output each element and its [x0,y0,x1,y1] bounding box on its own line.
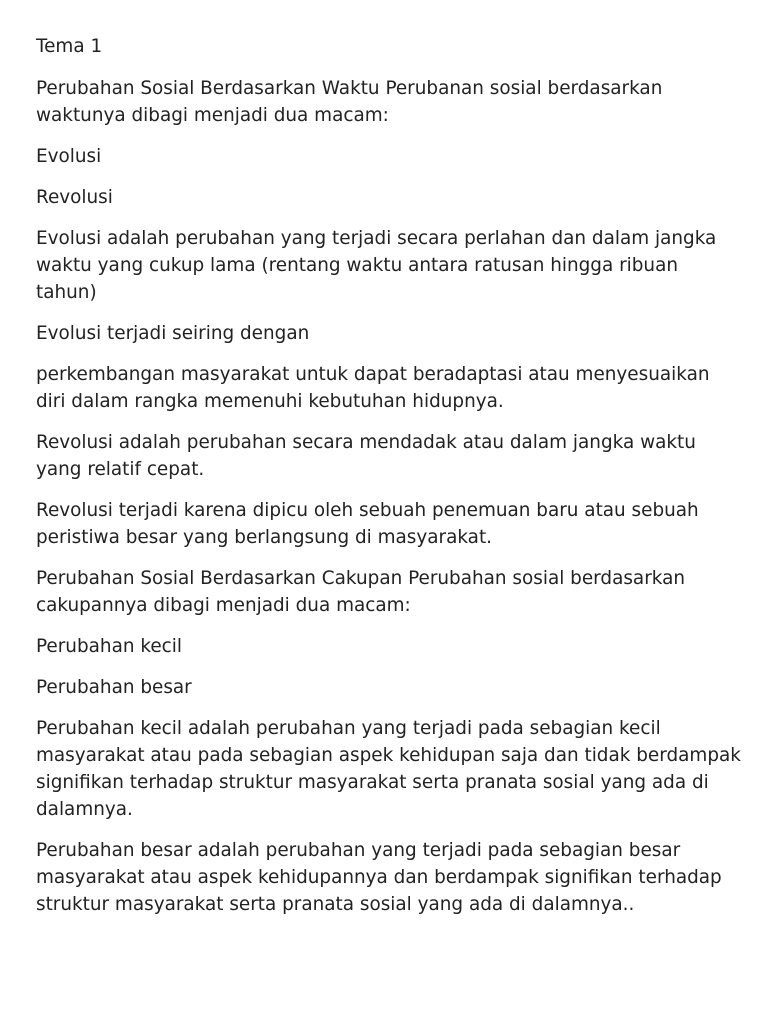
list-item-perubahan-besar: Perubahan besar [36,677,192,698]
list-item-perubahan-kecil: Perubahan kecil [36,636,182,657]
paragraph-evolusi-definition: Evolusi adalah perubahan yang terjadi secara perlahan dan dalam jangka waktu yang cukup lama (rentang waktu antara ratusan hingga ribuan tahun) [36,228,717,303]
paragraph-time-based-change: Perubahan Sosial Berdasarkan Waktu Perubanan sosial berdasarkan waktunya dibagi menjadi dua macam: [36,78,663,126]
paragraph-revolusi-cause: Revolusi terjadi karena dipicu oleh sebuah penemuan baru atau sebuah peristiwa besar yang berlangsung di masyarakat. [36,500,699,548]
paragraph-scope-based-change: Perubahan Sosial Berdasarkan Cakupan Perubahan sosial berdasarkan cakupannya dibagi menjadi dua macam: [36,568,686,616]
paragraph-evolusi-cause-start: Evolusi terjadi seiring dengan [36,323,310,344]
paragraph-perubahan-kecil-definition: Perubahan kecil adalah perubahan yang terjadi pada sebagian kecil masyarakat atau pada sebagian aspek kehidupan saja dan tidak berdampak signifikan terhadap struktur masyarakat serta pranata sosial yang ada di dalamnya. [36,718,741,820]
list-item-evolusi: Evolusi [36,146,102,167]
document-title: Tema 1 [36,36,103,57]
document-page [36,33,744,932]
paragraph-revolusi-definition: Revolusi adalah perubahan secara mendadak atau dalam jangka waktu yang relatif cepat. [36,432,696,480]
paragraph-perubahan-besar-definition: Perubahan besar adalah perubahan yang terjadi pada sebagian besar masyarakat atau aspek kehidupannya dan berdampak signifikan terhadap struktur masyarakat serta pranata sosial yang ada di dalamnya.. [36,840,722,915]
paragraph-evolusi-cause-end: perkembangan masyarakat untuk dapat beradaptasi atau menyesuaikan diri dalam rangka memenuhi kebutuhan hidupnya. [36,364,710,412]
list-item-revolusi: Revolusi [36,187,113,208]
